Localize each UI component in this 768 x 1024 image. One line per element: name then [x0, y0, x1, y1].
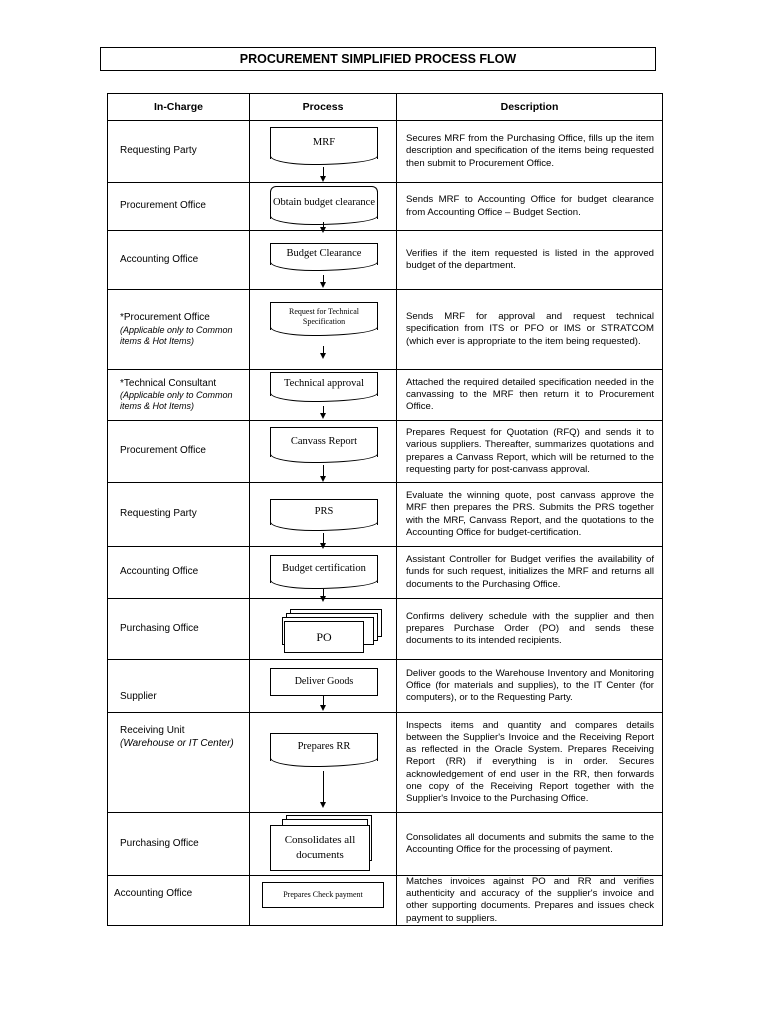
- process-step-prs: PRS: [270, 499, 378, 525]
- process-cell: [250, 290, 397, 370]
- description-cell: Matches invoices against PO and RR and verifies authenticity and accuracy of the supplier's invoice and other supporting documents. Prepares and issues check payment to suppliers.: [397, 876, 663, 926]
- process-step-prepares-check-payment: Prepares Check payment: [262, 882, 384, 908]
- table-header-row: [108, 94, 663, 121]
- description-header: Description: [397, 94, 663, 121]
- process-step-mrf: MRF: [270, 127, 378, 159]
- in-charge-header: In-Charge: [108, 94, 250, 121]
- process-flow-table: [107, 93, 663, 926]
- table-row: [108, 660, 663, 713]
- description-cell: Confirms delivery schedule with the supplier and then prepares Purchase Order (PO) and sends these documents to its intended recipients.: [397, 599, 663, 660]
- in-charge-cell: Procurement Office: [108, 183, 250, 231]
- table-row: [108, 483, 663, 547]
- table-row: [108, 121, 663, 183]
- consolidate-label: Consolidates all documents: [270, 825, 370, 871]
- process-step-po: [270, 609, 378, 643]
- table-row: [108, 290, 663, 370]
- in-charge-cell: Requesting Party: [108, 121, 250, 183]
- process-cell: [250, 547, 397, 599]
- description-cell: Verifies if the item requested is listed in the approved budget of the department.: [397, 231, 663, 290]
- description-cell: Secures MRF from the Purchasing Office, fills up the item description and specification of the items being requested then submit to Procurement Office.: [397, 121, 663, 183]
- table-row: [108, 599, 663, 660]
- table-row: [108, 183, 663, 231]
- in-charge-cell: Accounting Office: [108, 876, 250, 926]
- table-row: [108, 876, 663, 926]
- page-title: PROCUREMENT SIMPLIFIED PROCESS FLOW: [100, 47, 656, 71]
- process-step-obtain-budget-clearance: Obtain budget clearance: [270, 186, 378, 219]
- description-cell: Inspects items and quantity and compares details between the Supplier's Invoice and the Receiving Report as reflected in the Oracle System. Prepares Receiving Report (RR) if everything is in order. Secures acknowledgement of end user in the RR, then forwards one copy of the Receiving Report together with the Supplier's Invoice to the Purchasing Office.: [397, 713, 663, 813]
- process-cell: [250, 813, 397, 876]
- table-row: [108, 231, 663, 290]
- process-cell: [250, 231, 397, 290]
- process-cell: [250, 483, 397, 547]
- process-step-canvass-report: Canvass Report: [270, 427, 378, 457]
- description-cell: Deliver goods to the Warehouse Inventory and Monitoring Office (for materials and supplies), to the IT Center (for computers), or to the Requesting Party.: [397, 660, 663, 713]
- in-charge-cell: *Procurement Office (Applicable only to Common items & Hot Items): [108, 290, 250, 370]
- in-charge-cell: Procurement Office: [108, 421, 250, 483]
- in-charge-cell: Purchasing Office: [108, 599, 250, 660]
- in-charge-cell: Accounting Office: [108, 547, 250, 599]
- process-step-technical-approval: Technical approval: [270, 372, 378, 396]
- process-step-consolidates-all-documents: [270, 815, 378, 871]
- description-cell: Sends MRF for approval and request technical specification from ITS or PFO or IMS or STRATCOM (which ever is appropriate to the item being requested).: [397, 290, 663, 370]
- in-charge-cell: Purchasing Office: [108, 813, 250, 876]
- process-cell: [250, 599, 397, 660]
- process-step-request-technical-specification: Request for Technical Specification: [270, 302, 378, 330]
- table-row: [108, 813, 663, 876]
- description-cell: Evaluate the winning quote, post canvass approve the MRF then prepares the PRS. Submits the PRS together with the MRF, Canvass Report, and the quotations to the Accounting Office for budget-certification.: [397, 483, 663, 547]
- process-cell: [250, 660, 397, 713]
- description-cell: Attached the required detailed specification needed in the canvassing to the MRF then return it to Procurement Office.: [397, 370, 663, 421]
- description-cell: Sends MRF to Accounting Office for budget clearance from Accounting Office – Budget Section.: [397, 183, 663, 231]
- description-cell: Prepares Request for Quotation (RFQ) and sends it to various suppliers. Thereafter, summarizes quotations and prepares a Canvass Report, which will be returned to the requesting party for post-canvass approval.: [397, 421, 663, 483]
- in-charge-cell: Supplier: [108, 660, 250, 713]
- process-step-deliver-goods: Deliver Goods: [270, 668, 378, 696]
- process-cell: [250, 713, 397, 813]
- in-charge-cell: Requesting Party: [108, 483, 250, 547]
- process-cell: [250, 121, 397, 183]
- in-charge-cell: Accounting Office: [108, 231, 250, 290]
- table-row: [108, 713, 663, 813]
- table-row: [108, 547, 663, 599]
- process-step-budget-clearance: Budget Clearance: [270, 243, 378, 265]
- po-label: PO: [284, 621, 364, 653]
- in-charge-cell: Receiving Unit (Warehouse or IT Center): [108, 713, 250, 813]
- process-cell: [250, 421, 397, 483]
- process-step-budget-certification: Budget certification: [270, 555, 378, 583]
- in-charge-cell: *Technical Consultant (Applicable only to Common items & Hot Items): [108, 370, 250, 421]
- description-cell: Assistant Controller for Budget verifies the availability of funds for such request, initializes the MRF and returns all documents to the Purchasing Office.: [397, 547, 663, 599]
- table-row: [108, 370, 663, 421]
- process-cell: [250, 370, 397, 421]
- process-cell: [250, 183, 397, 231]
- process-cell: [250, 876, 397, 926]
- table-row: [108, 421, 663, 483]
- description-cell: Consolidates all documents and submits the same to the Accounting Office for the processing of payment.: [397, 813, 663, 876]
- process-header: Process: [250, 94, 397, 121]
- process-step-prepares-rr: Prepares RR: [270, 733, 378, 761]
